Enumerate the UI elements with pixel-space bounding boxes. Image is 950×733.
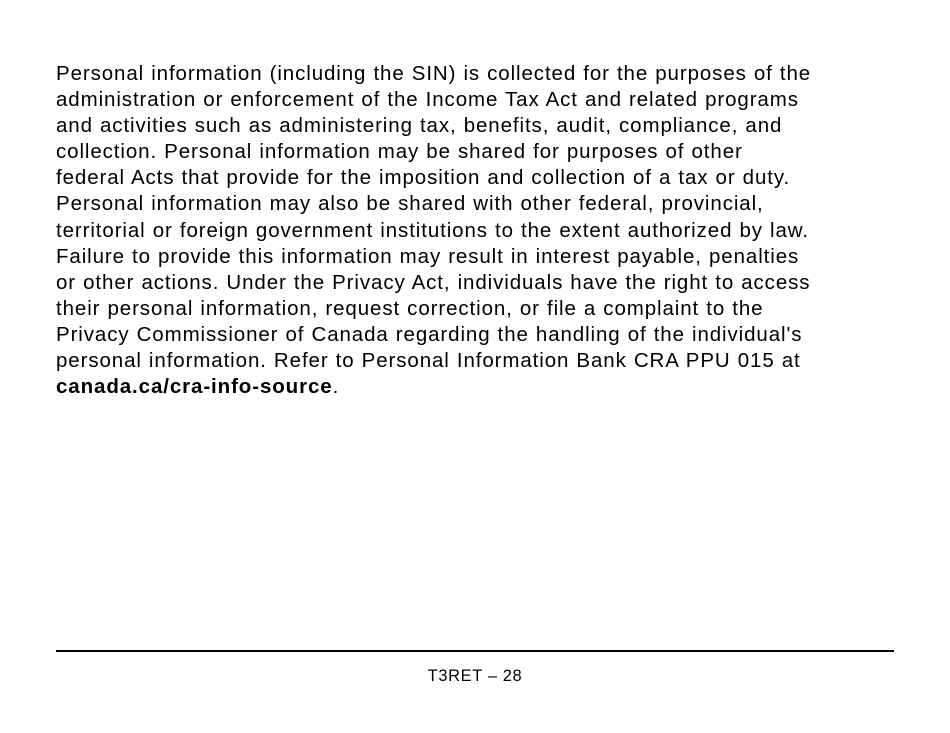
privacy-notice-line: collection. Personal information may be shared for purposes of other	[56, 140, 743, 164]
privacy-notice-line: federal Acts that provide for the imposition and collection of a tax or duty.	[56, 166, 791, 190]
privacy-notice-line: Personal information may also be shared with other federal, provincial,	[56, 192, 764, 216]
privacy-notice-paragraph	[56, 61, 906, 400]
privacy-notice-line: territorial or foreign government institutions to the extent authorized by law.	[56, 218, 809, 242]
footer-divider	[56, 650, 894, 652]
privacy-notice-line: Privacy Commissioner of Canada regarding the handling of the individual's	[56, 322, 803, 346]
privacy-notice-line: Failure to provide this information may result in interest payable, penalties	[56, 244, 800, 268]
cra-info-source-link[interactable]: canada.ca/cra-info-source	[56, 375, 333, 399]
privacy-notice-line: administration or enforcement of the Income Tax Act and related programs	[56, 88, 799, 112]
page-number-label: T3RET – 28	[427, 667, 523, 685]
trailing-period: .	[332, 375, 340, 399]
privacy-notice-last-line	[56, 374, 906, 400]
privacy-notice-line: Personal information (including the SIN) is collected for the purposes of the	[56, 62, 812, 85]
privacy-notice-line: personal information. Refer to Personal Information Bank CRA PPU 015 at	[56, 349, 801, 373]
privacy-notice-line: or other actions. Under the Privacy Act, individuals have the right to access	[56, 270, 811, 294]
privacy-notice-line: and activities such as administering tax, benefits, audit, compliance, and	[56, 114, 783, 138]
privacy-notice-line: their personal information, request correction, or file a complaint to the	[56, 296, 764, 320]
